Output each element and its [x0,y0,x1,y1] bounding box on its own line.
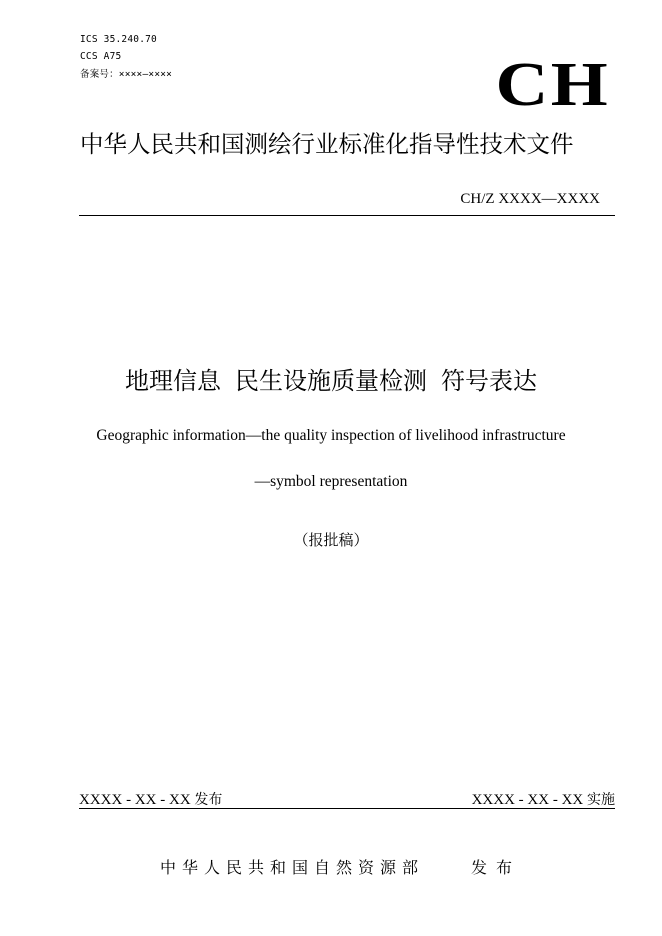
ch-standard-logo: CH [495,51,610,119]
issuing-authority: 中华人民共和国自然资源部 [160,858,425,877]
footer-divider [79,808,615,809]
title-cn-part3: 符号表达 [441,367,537,395]
document-code: CH/Z XXXX—XXXX [460,191,600,207]
release-label: 发布 [194,792,223,808]
title-cn-part1: 地理信息 [125,367,221,395]
release-date [79,791,222,809]
draft-status: （报批稿） [293,531,369,549]
implementation-label: 实施 [587,792,615,808]
document-title-en-line1: Geographic information—the quality inspection of livelihood infrastructure [96,427,566,444]
ccs-code: CCS A75 [80,51,122,62]
ics-code: ICS 35.240.70 [80,34,157,45]
document-title-cn [0,364,662,398]
document-title-en-line2: —symbol representation [254,473,408,490]
record-number: 备案号：××××—×××× [80,69,173,80]
title-cn-part2: 民生设施质量检测 [235,367,427,395]
document-category: 中华人民共和国测绘行业标准化指导性技术文件 [80,130,574,158]
header-divider [79,215,615,216]
release-date-value: XXXX - XX - XX [79,792,191,808]
implementation-date-value: XXXX - XX - XX [471,792,584,808]
issue-label: 发布 [471,858,522,877]
implementation-date [472,791,615,809]
